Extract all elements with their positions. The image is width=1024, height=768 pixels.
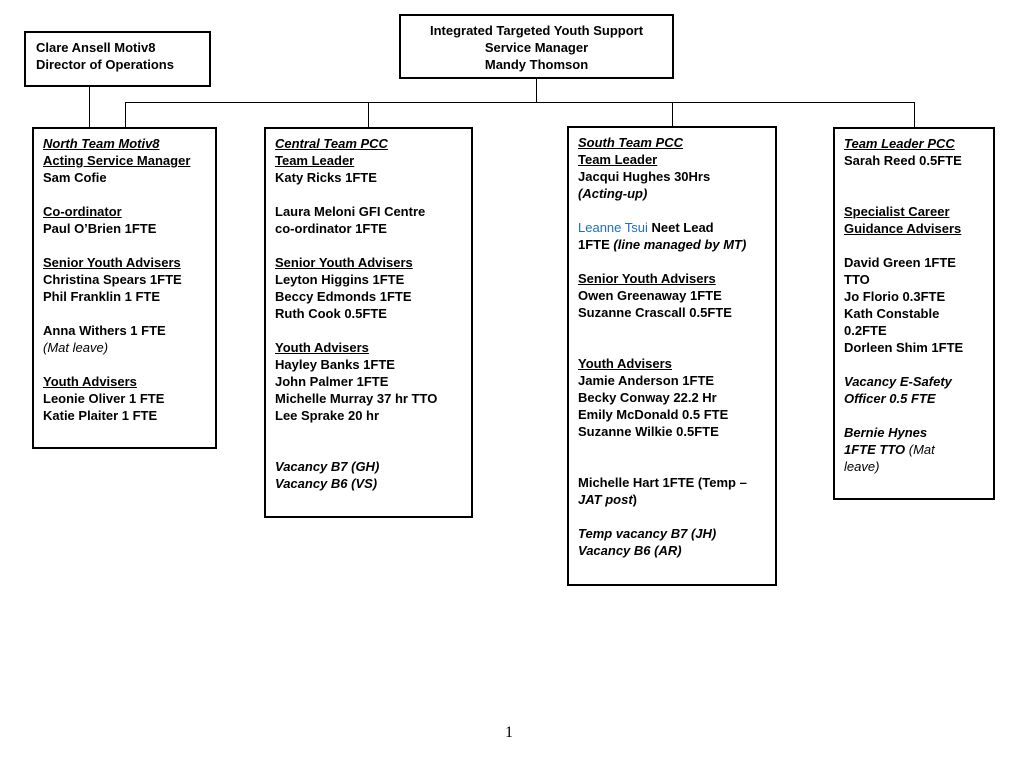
box-line (43, 169, 207, 186)
connector-south (672, 102, 673, 128)
blank-line (844, 356, 985, 373)
staff-text: Sarah Reed 0.5FTE (844, 153, 962, 168)
box-line (844, 322, 985, 339)
box-line (578, 406, 767, 423)
staff-text: Katie Plaiter 1 FTE (43, 408, 158, 423)
blank-line (578, 508, 767, 525)
staff-text: Sam Cofie (43, 170, 107, 185)
connector-north (125, 102, 126, 128)
box-line (578, 542, 767, 559)
box-line: Clare Ansell Motiv8 (36, 40, 156, 55)
blank-line (43, 305, 207, 322)
box-line: Mandy Thomson (484, 57, 589, 72)
careers-team-box (833, 127, 995, 500)
blank-line (275, 441, 463, 458)
staff-text: Hayley Banks 1FTE (275, 357, 395, 372)
box-line (275, 458, 463, 475)
box-line (275, 356, 463, 373)
section-heading: Youth Advisers (275, 340, 369, 355)
blank-line (844, 407, 985, 424)
staff-text: Owen Greenaway 1FTE (578, 288, 722, 303)
box-line (275, 305, 463, 322)
box-line (578, 151, 767, 168)
staff-text: (Acting-up) (578, 186, 648, 201)
box-line (275, 407, 463, 424)
staff-text: Phil Franklin 1 FTE (43, 289, 161, 304)
connector-horizontal (125, 102, 915, 103)
box-line (43, 254, 207, 271)
staff-text: 1FTE TTO (844, 442, 906, 457)
box-line: Integrated Targeted Youth Support (429, 23, 644, 38)
box-line (578, 491, 767, 508)
south-team-box (567, 126, 777, 586)
blank-line (275, 322, 463, 339)
blank-line (43, 237, 207, 254)
blank-line (578, 338, 767, 355)
box-line (43, 390, 207, 407)
staff-text: leave) (844, 459, 880, 474)
box-line (844, 373, 985, 390)
box-line (844, 220, 985, 237)
staff-text: Jacqui Hughes 30Hrs (578, 169, 711, 184)
staff-text: Katy Ricks 1FTE (275, 170, 377, 185)
box-line (43, 271, 207, 288)
box-line (578, 389, 767, 406)
box-line (578, 219, 767, 236)
box-line (844, 390, 985, 407)
section-heading: Team Leader PCC (844, 136, 955, 151)
box-line (844, 424, 985, 441)
blank-line (275, 424, 463, 441)
box-line: Service Manager (484, 40, 589, 55)
box-line (844, 458, 985, 475)
box-line (844, 135, 985, 152)
box-line (275, 220, 463, 237)
section-heading: Youth Advisers (578, 356, 672, 371)
staff-text: Beccy Edmonds 1FTE (275, 289, 412, 304)
staff-text: Temp vacancy B7 (JH) (578, 526, 717, 541)
blank-line (43, 356, 207, 373)
central-team-box (264, 127, 473, 518)
staff-text: (line managed by MT) (613, 237, 747, 252)
box-line (43, 407, 207, 424)
staff-text: 1FTE (578, 237, 614, 252)
section-heading: Central Team PCC (275, 136, 388, 151)
section-heading: South Team PCC (578, 135, 683, 150)
section-heading: Youth Advisers (43, 374, 137, 389)
section-heading: Leanne Tsui (578, 220, 648, 235)
blank-line (275, 186, 463, 203)
staff-text: JAT post (578, 492, 633, 507)
staff-text: Anna Withers 1 FTE (43, 323, 166, 338)
box-line (43, 135, 207, 152)
box-line (275, 254, 463, 271)
box-line (275, 475, 463, 492)
staff-text: Michelle Murray 37 hr TTO (275, 391, 438, 406)
section-heading: Guidance Advisers (844, 221, 962, 236)
north-team-box (32, 127, 217, 449)
blank-line (578, 202, 767, 219)
box-line (43, 203, 207, 220)
box-line (578, 185, 767, 202)
blank-line (275, 237, 463, 254)
staff-text: Dorleen Shim 1FTE (844, 340, 964, 355)
box-line (578, 355, 767, 372)
box-line (43, 152, 207, 169)
box-line (578, 304, 767, 321)
section-heading: Team Leader (578, 152, 658, 167)
connector-director (89, 86, 90, 128)
staff-text: Vacancy B6 (AR) (578, 543, 682, 558)
connector-central (368, 102, 369, 128)
box-line (275, 169, 463, 186)
blank-line (578, 321, 767, 338)
section-heading: Acting Service Manager (43, 153, 191, 168)
box-line (275, 135, 463, 152)
blank-line (578, 457, 767, 474)
staff-text: Officer 0.5 FTE (844, 391, 936, 406)
blank-line (844, 237, 985, 254)
staff-text: Vacancy B7 (GH) (275, 459, 380, 474)
box-line (43, 322, 207, 339)
staff-text: ) (632, 492, 637, 507)
connector-careers (914, 102, 915, 128)
staff-text: John Palmer 1FTE (275, 374, 389, 389)
box-line (844, 288, 985, 305)
staff-text: 0.2FTE (844, 323, 887, 338)
box-line (43, 220, 207, 237)
staff-text: Vacancy E-Safety (844, 374, 952, 389)
box-line (275, 339, 463, 356)
staff-text: TTO (844, 272, 870, 287)
box-line (43, 288, 207, 305)
staff-text: Suzanne Crascall 0.5FTE (578, 305, 732, 320)
section-heading: Team Leader (275, 153, 355, 168)
box-line (275, 390, 463, 407)
page-number: 1 (505, 724, 513, 741)
box-line (844, 271, 985, 288)
staff-text: co-ordinator 1FTE (275, 221, 387, 236)
box-line (578, 423, 767, 440)
box-line (578, 525, 767, 542)
blank-line (578, 440, 767, 457)
box-line (43, 339, 207, 356)
box-line (844, 254, 985, 271)
box-line (844, 339, 985, 356)
staff-text: Laura Meloni GFI Centre (275, 204, 426, 219)
staff-text: Michelle Hart 1FTE (Temp – (578, 475, 747, 490)
staff-text: Bernie Hynes (844, 425, 928, 440)
box-line (578, 287, 767, 304)
blank-line (844, 186, 985, 203)
staff-text: Becky Conway 22.2 Hr (578, 390, 717, 405)
staff-text: Neet Lead (647, 220, 714, 235)
section-heading: Senior Youth Advisers (275, 255, 413, 270)
section-heading: North Team Motiv8 (43, 136, 160, 151)
box-line (844, 152, 985, 169)
box-line (275, 373, 463, 390)
director-box (24, 31, 211, 87)
staff-text: Christina Spears 1FTE (43, 272, 182, 287)
staff-text: Jo Florio 0.3FTE (844, 289, 946, 304)
box-line (275, 271, 463, 288)
staff-text: (Mat leave) (43, 340, 109, 355)
box-line (844, 203, 985, 220)
box-line (275, 203, 463, 220)
box-line (578, 236, 767, 253)
box-line (578, 474, 767, 491)
blank-line (844, 169, 985, 186)
section-heading: Co-ordinator (43, 204, 122, 219)
blank-line (43, 186, 207, 203)
staff-text: Leonie Oliver 1 FTE (43, 391, 165, 406)
section-heading: Senior Youth Advisers (43, 255, 181, 270)
box-line (578, 372, 767, 389)
box-line (578, 270, 767, 287)
staff-text: David Green 1FTE (844, 255, 956, 270)
box-line (578, 134, 767, 151)
connector-manager-down (536, 78, 537, 103)
staff-text: (Mat (905, 442, 935, 457)
box-line (578, 168, 767, 185)
staff-text: Suzanne Wilkie 0.5FTE (578, 424, 719, 439)
box-line (43, 373, 207, 390)
box-line (844, 305, 985, 322)
section-heading: Senior Youth Advisers (578, 271, 716, 286)
service-manager-box (399, 14, 674, 79)
staff-text: Paul O’Brien 1FTE (43, 221, 157, 236)
staff-text: Vacancy B6 (VS) (275, 476, 378, 491)
section-heading: Specialist Career (844, 204, 950, 219)
staff-text: Jamie Anderson 1FTE (578, 373, 715, 388)
box-line (844, 441, 985, 458)
box-line (275, 152, 463, 169)
blank-line (578, 253, 767, 270)
staff-text: Emily McDonald 0.5 FTE (578, 407, 729, 422)
box-line (275, 288, 463, 305)
staff-text: Kath Constable (844, 306, 940, 321)
staff-text: Leyton Higgins 1FTE (275, 272, 405, 287)
staff-text: Lee Sprake 20 hr (275, 408, 380, 423)
box-line: Director of Operations (36, 57, 174, 72)
staff-text: Ruth Cook 0.5FTE (275, 306, 387, 321)
